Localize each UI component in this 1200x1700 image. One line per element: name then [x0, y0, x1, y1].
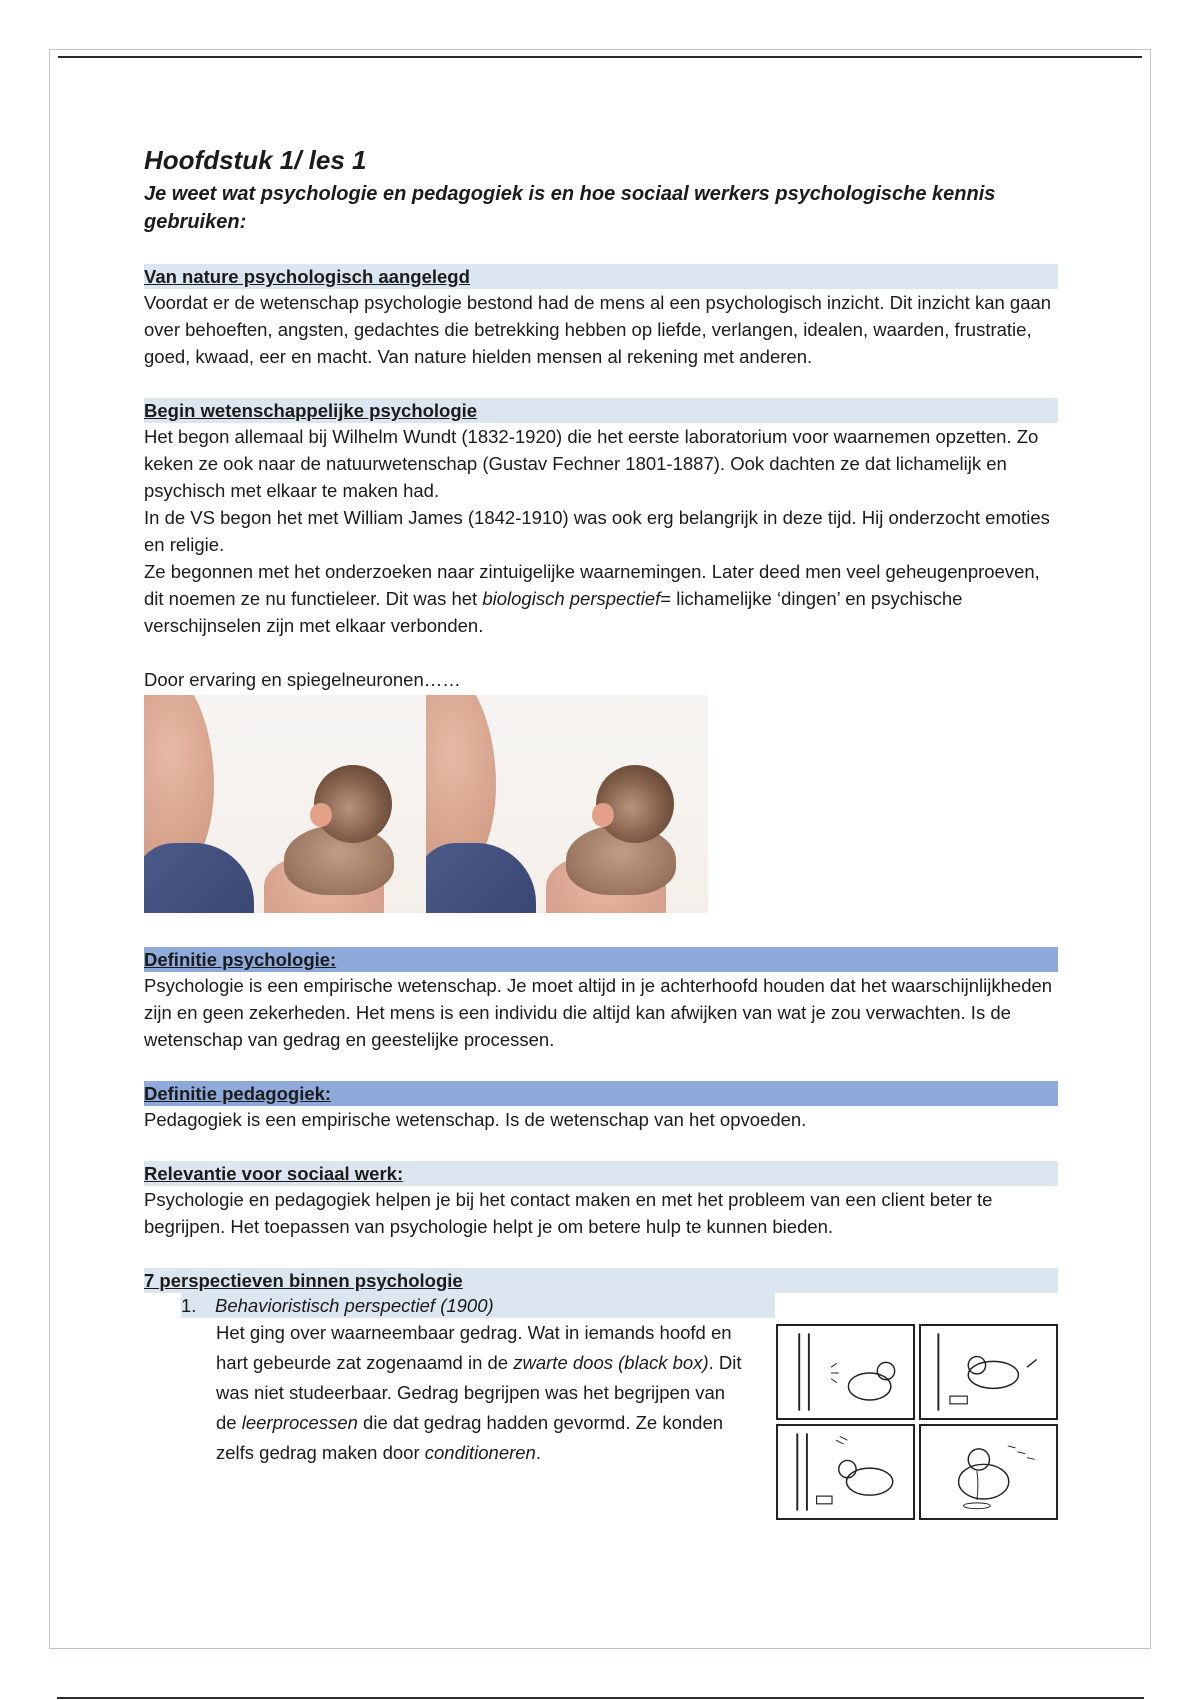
pavlov-panel-1-icon: [776, 1324, 915, 1420]
text-behaviorism-em-3: conditioneren: [424, 1442, 536, 1463]
top-rule: [58, 56, 1142, 58]
text-nature: Voordat er de wetenschap psychologie bestond had de mens al een psychologisch inzicht. Dit inzicht kan gaan over behoeften, angsten, gedachtes die betrekking hebben op liefde, verlangen, idealen, waarden, frustratie, goed, kwaad, eer en macht. Van nature hielden mensen al rekening met anderen.: [144, 292, 1052, 367]
section-begin: [144, 398, 1058, 913]
text-begin-3a: Ze begonnen met het onderzoeken naar zintuigelijke waarnemingen. Later deed men veel geheugenproeven, dit noemen ze nu functieleer. Dit was het: [144, 561, 1040, 609]
page-title: Hoofdstuk 1/ les 1: [144, 145, 367, 175]
bottom-rule: [57, 1697, 1144, 1699]
pavlov-panel-3-icon: [776, 1424, 915, 1520]
document-page: [49, 49, 1151, 1649]
list-item: [181, 1293, 775, 1318]
list-item-title: Behavioristisch perspectief (1900): [215, 1295, 494, 1316]
section-def-ped: [144, 1081, 1058, 1133]
list-item-number: 1.: [181, 1295, 197, 1316]
heading-def-psych: Definitie psychologie:: [144, 947, 1058, 972]
page-subtitle: Je weet wat psychologie en pedagogiek is en hoe sociaal werkers psychologische kennis gebruiken:: [144, 183, 996, 233]
monkey-photo-2: [426, 695, 708, 913]
heading-perspectives: 7 perspectieven binnen psychologie: [144, 1268, 1058, 1293]
pavlov-panel-4-icon: [919, 1424, 1058, 1520]
section-relevance: [144, 1161, 1058, 1240]
text-behaviorism-4: .: [535, 1442, 541, 1463]
text-behaviorism: [216, 1318, 746, 1468]
text-begin-2: In de VS begon het met William James (1842-1910) was ook erg belangrijk in deze tijd. Hij onderzocht emoties en religie.: [144, 507, 1050, 555]
text-behaviorism-em-1: zwarte doos (black box): [513, 1352, 709, 1373]
heading-begin: Begin wetenschappelijke psychologie: [144, 398, 1058, 423]
text-def-psych: Psychologie is een empirische wetenschap. Je moet altijd in je achterhoofd houden dat het waarschijnlijkheden zijn en geen zekerheden. Het mens is een individu die altijd kan afwijken van wat je zou verwachten. Is de wetenschap van gedrag en geestelijke processen.: [144, 975, 1053, 1050]
text-mirror: Door ervaring en spiegelneuronen……: [144, 669, 461, 690]
mirror-neuron-images: [144, 695, 1058, 913]
monkey-photo-1: [144, 695, 426, 913]
text-begin-1: Het begon allemaal bij Wilhelm Wundt (1832-1920) die het eerste laboratorium voor waarnemen opzetten. Zo keken ze ook naar de natuurwetenschap (Gustav Fechner 1801-1887). Ook dachten ze dat lichamelijk en psychisch met elkaar te maken had.: [144, 426, 1039, 501]
text-begin-3-em: biologisch perspectief: [482, 588, 661, 609]
perspectives-list: [144, 1293, 1058, 1468]
text-begin-3: [144, 558, 1058, 639]
text-begin-3b: = lichamelijke ‘dingen’ en psychische verschijnselen zijn met elkaar verbonden.: [144, 588, 963, 636]
text-relevance: Psychologie en pedagogiek helpen je bij het contact maken en met het probleem van een client beter te begrijpen. Het toepassen van psychologie helpt je om betere hulp te kunnen bieden.: [144, 1189, 993, 1237]
section-nature: [144, 264, 1058, 370]
pavlov-comic: [776, 1324, 1058, 1520]
page-content: [144, 144, 1058, 1468]
text-behaviorism-2: . Dit was niet studeerbaar. Gedrag begrijpen was het begrijpen van de: [216, 1352, 742, 1433]
text-def-ped: Pedagogiek is een empirische wetenschap. Is de wetenschap van het opvoeden.: [144, 1109, 807, 1130]
pavlov-panel-2-icon: [919, 1324, 1058, 1420]
text-behaviorism-3: die dat gedrag hadden gevormd. Ze konden zelfs gedrag maken door: [216, 1412, 724, 1463]
perspective-1: [144, 1318, 1058, 1468]
section-def-psych: [144, 947, 1058, 1053]
heading-def-ped: Definitie pedagogiek:: [144, 1081, 1058, 1106]
text-behaviorism-1: Het ging over waarneembaar gedrag. Wat in iemands hoofd en hart gebeurde zat zogenaamd in de: [216, 1322, 732, 1373]
text-behaviorism-em-2: leerprocessen: [241, 1412, 358, 1433]
heading-relevance: Relevantie voor sociaal werk:: [144, 1161, 1058, 1186]
heading-nature: Van nature psychologisch aangelegd: [144, 264, 1058, 289]
section-perspectives: [144, 1268, 1058, 1468]
